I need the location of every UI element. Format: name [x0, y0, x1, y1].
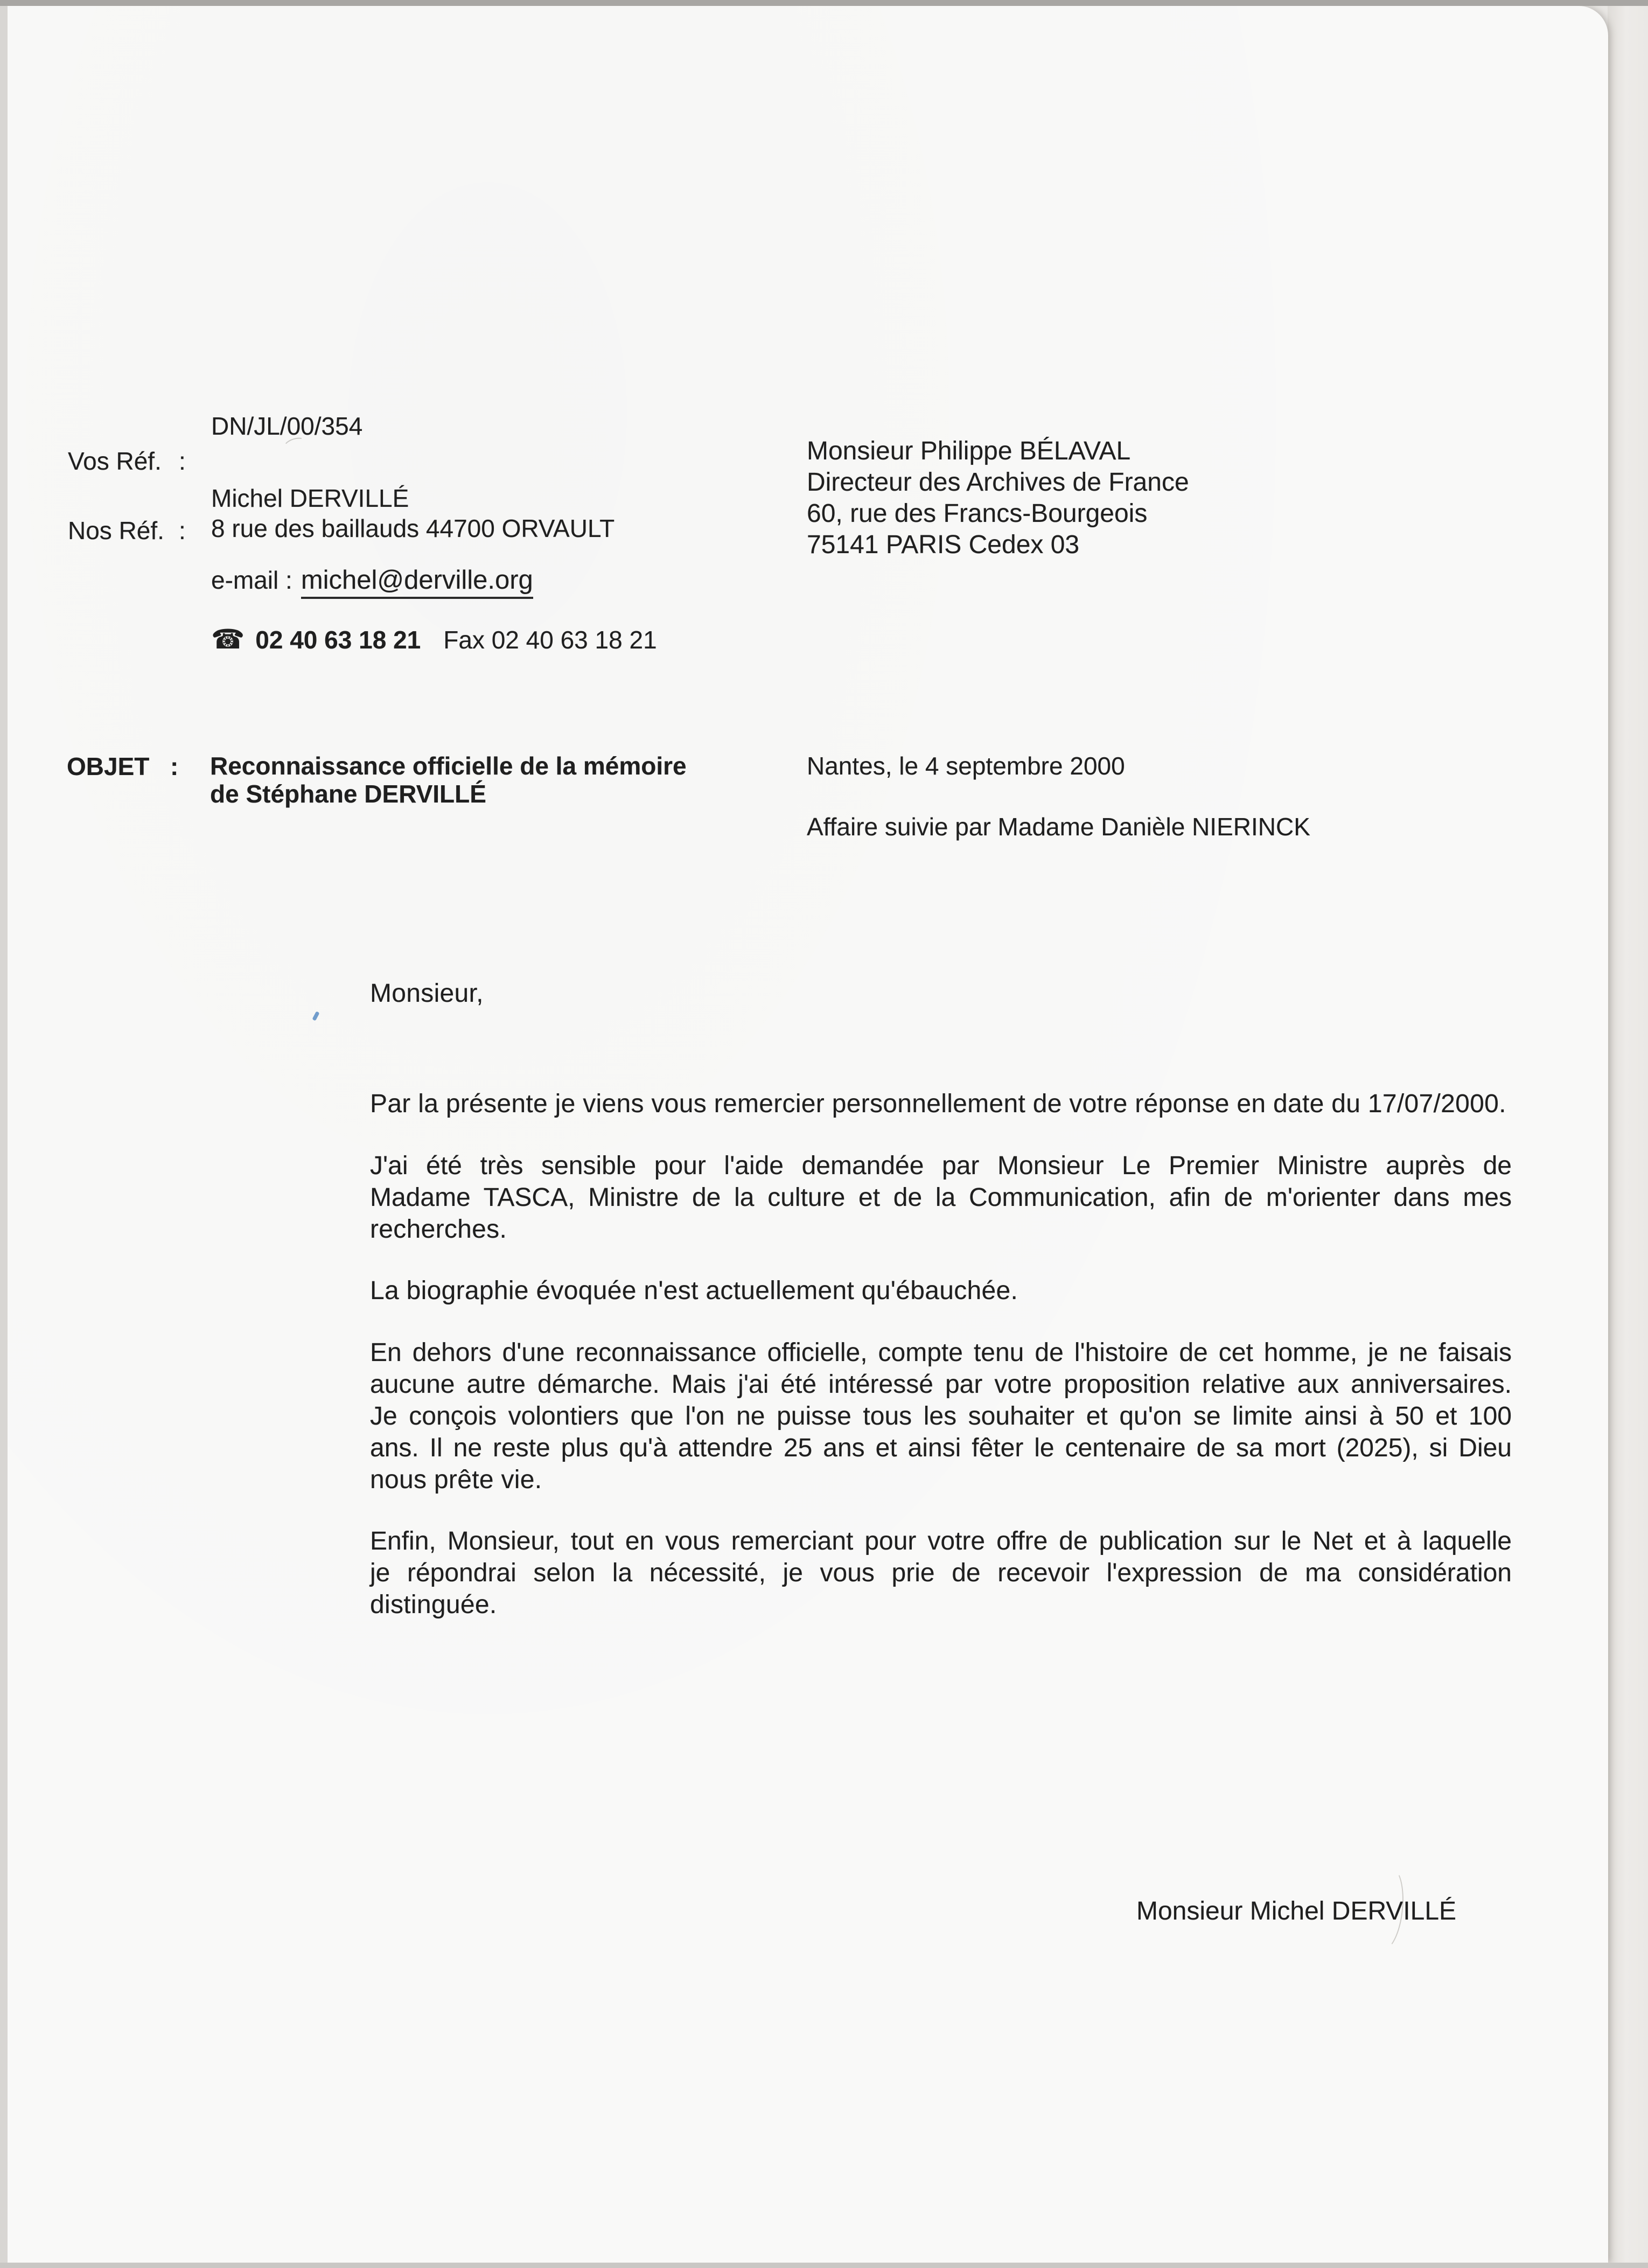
- pencil-scratch-artifact: [1366, 1865, 1407, 1952]
- salutation: [370, 978, 1512, 1009]
- signature-name: Monsieur Michel DERVILLÉ: [1136, 1897, 1457, 1925]
- sender-name: Michel DERVILLÉ: [211, 484, 409, 512]
- paragraph-line: Je conçois volontiers que l'on ne puisse tous les souhaiter et qu'on se limite ainsi à 50 et 100: [370, 1402, 1512, 1430]
- paragraph-line: La biographie évoquée n'est actuellement qu'ébauchée.: [370, 1276, 1018, 1305]
- email-label: e-mail :: [211, 566, 292, 594]
- phone-number: 02 40 63 18 21: [255, 626, 421, 654]
- paragraph-line: Par la présente je viens vous remercier personnellement de votre réponse en date du 17/07/2000.: [370, 1090, 1506, 1118]
- reference-number: DN/JL/00/354: [211, 412, 363, 440]
- recipient-street: 60, rue des Francs-Bourgeois: [807, 499, 1148, 528]
- paragraph-line: Madame TASCA, Ministre de la culture et de la Communication, afin de m'orienter dans mes: [370, 1183, 1512, 1212]
- telephone-icon: ☎: [211, 624, 245, 654]
- scanner-bed-left-edge: [0, 0, 8, 2268]
- objet-subject: [210, 752, 687, 808]
- objet-colon: :: [170, 752, 179, 780]
- paragraph-reconnaissance: [370, 1337, 1512, 1496]
- paragraph-line: recherches.: [370, 1215, 507, 1244]
- recipient-name: Monsieur Philippe BÉLAVAL: [807, 437, 1131, 465]
- salutation-text: Monsieur,: [370, 979, 484, 1008]
- paragraph-aide: [370, 1150, 1512, 1245]
- paragraph-thanks: [370, 1088, 1512, 1120]
- dateline: Nantes, le 4 septembre 2000: [807, 752, 1125, 780]
- sender-address: 8 rue des baillauds 44700 ORVAULT: [211, 514, 615, 542]
- followed-by-line: Affaire suivie par Madame Danièle NIERINCK: [807, 813, 1310, 841]
- email-line: [211, 566, 533, 595]
- blue-ink-speck: [312, 1011, 319, 1021]
- nos-ref-colon: :: [179, 517, 186, 545]
- recipient-title: Directeur des Archives de France: [807, 468, 1189, 497]
- objet-label: OBJET: [67, 752, 150, 780]
- paragraph-line: distinguée.: [370, 1590, 497, 1619]
- paragraph-line: ans. Il ne reste plus qu'à attendre 25 ans et ainsi fêter le centenaire de sa mort (2025), si Dieu: [370, 1434, 1512, 1462]
- vos-ref-label: Vos Réf.: [68, 447, 162, 475]
- objet-subject-line1: Reconnaissance officielle de la mémoire: [210, 752, 687, 780]
- email-address: michel@derville.org: [301, 566, 533, 599]
- paragraph-line: nous prête vie.: [370, 1466, 542, 1494]
- vos-ref-colon: :: [179, 447, 186, 475]
- recipient-city: 75141 PARIS Cedex 03: [807, 531, 1080, 559]
- scanner-bed-bottom-edge: [0, 2263, 1648, 2268]
- phone-line: [211, 625, 657, 654]
- scanner-bed-top-edge: [0, 0, 1648, 6]
- paragraph-biographie: [370, 1275, 1512, 1307]
- nos-ref-label: Nos Réf.: [68, 517, 164, 545]
- paragraph-line: J'ai été très sensible pour l'aide demandée par Monsieur Le Premier Ministre auprès de: [370, 1152, 1512, 1180]
- paragraph-line: je répondrai selon la nécessité, je vous prie de recevoir l'expression de ma considération: [370, 1559, 1512, 1587]
- paragraph-line: En dehors d'une reconnaissance officielle, compte tenu de l'histoire de cet homme, je ne faisais: [370, 1338, 1512, 1367]
- objet-subject-line2: de Stéphane DERVILLÉ: [210, 780, 486, 808]
- paragraph-conclusion: [370, 1525, 1512, 1621]
- fax-number: Fax 02 40 63 18 21: [443, 626, 657, 654]
- paragraph-line: Enfin, Monsieur, tout en vous remerciant pour votre offre de publication sur le Net et à laquelle: [370, 1527, 1512, 1555]
- paragraph-line: aucune autre démarche. Mais j'ai été intéressé par votre proposition relative aux anniversaires.: [370, 1370, 1512, 1399]
- recipient-block: [807, 436, 1189, 561]
